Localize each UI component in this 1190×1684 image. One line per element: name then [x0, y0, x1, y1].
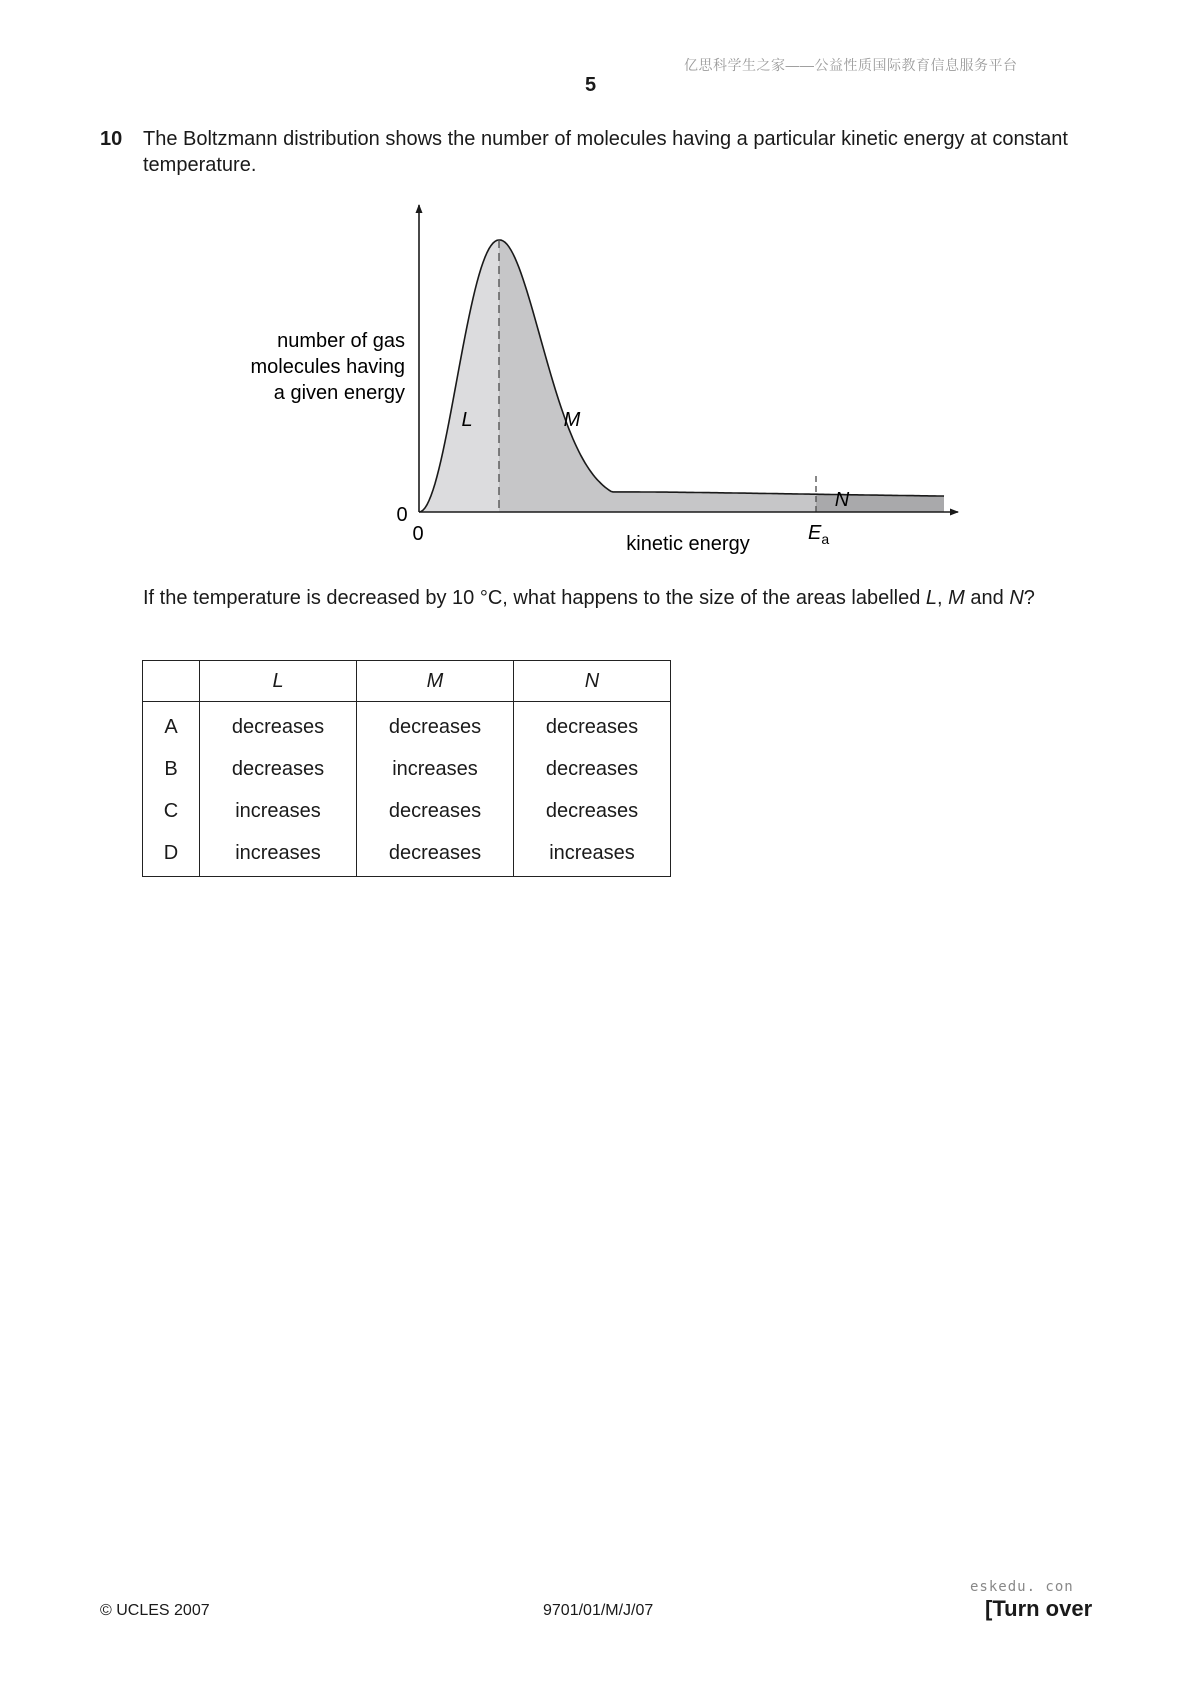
- x-axis-label: kinetic energy: [626, 533, 750, 555]
- option-value-n: decreases: [514, 790, 671, 832]
- header-watermark: 亿思科学生之家——公益性质国际教育信息服务平台: [684, 57, 1018, 73]
- prompt-text-end: ?: [1023, 587, 1035, 609]
- footer-copyright: © UCLES 2007: [100, 1602, 210, 1619]
- area-label-l: L: [461, 409, 473, 431]
- option-value-m: decreases: [357, 790, 514, 832]
- option-value-l: increases: [200, 832, 357, 877]
- page-number: 5: [585, 74, 597, 96]
- area-l: [419, 240, 499, 512]
- prompt-sep-1: ,: [937, 587, 949, 609]
- option-value-n: decreases: [514, 748, 671, 790]
- turn-over-label: [Turn over: [985, 1596, 1093, 1621]
- option-value-m: decreases: [357, 702, 514, 749]
- option-value-n: increases: [514, 832, 671, 877]
- option-key: C: [143, 790, 200, 832]
- y-axis-label-line3: a given energy: [273, 382, 405, 404]
- option-key: D: [143, 832, 200, 877]
- header-cell-m: M: [357, 661, 514, 702]
- option-row-b[interactable]: [143, 748, 671, 790]
- header-cell-l: L: [200, 661, 357, 702]
- boltzmann-chart: [0, 0, 1190, 560]
- footer-paper-code: 9701/01/M/J/07: [543, 1602, 654, 1619]
- option-value-m: increases: [357, 748, 514, 790]
- option-value-l: increases: [200, 790, 357, 832]
- table-header-row: [143, 661, 671, 702]
- prompt-label-l: L: [925, 587, 938, 609]
- option-row-a[interactable]: [143, 702, 671, 749]
- area-m: [499, 240, 816, 512]
- activation-energy-subscript: a: [821, 531, 830, 547]
- option-value-m: decreases: [357, 832, 514, 877]
- x-origin-label: 0: [412, 523, 424, 545]
- option-value-n: decreases: [514, 702, 671, 749]
- question-number: 10: [100, 128, 123, 150]
- prompt-label-m: M: [948, 587, 965, 609]
- prompt-sep-2: and: [964, 587, 1010, 609]
- option-value-l: decreases: [200, 702, 357, 749]
- y-axis-label-line2: molecules having: [250, 356, 405, 378]
- y-origin-label: 0: [396, 504, 408, 526]
- option-key: B: [143, 748, 200, 790]
- activation-energy-symbol: E: [808, 522, 822, 544]
- option-row-c[interactable]: [143, 790, 671, 832]
- header-cell-n: N: [514, 661, 671, 702]
- area-label-m: M: [563, 409, 581, 431]
- option-value-l: decreases: [200, 748, 357, 790]
- y-axis-label-line1: number of gas: [277, 330, 405, 352]
- prompt-text-start: If the temperature is decreased by 10 °C, what happens to the size of the areas labelled: [143, 587, 926, 609]
- option-row-d[interactable]: [143, 832, 671, 877]
- activation-energy-label: [808, 522, 829, 547]
- question-prompt: [143, 585, 1103, 611]
- answer-options-table: [142, 660, 671, 877]
- question-text: The Boltzmann distribution shows the number of molecules having a particular kinetic energy at constant temperature.: [143, 128, 1068, 176]
- prompt-label-n: N: [1009, 587, 1024, 609]
- area-label-n: N: [834, 489, 850, 511]
- option-key: A: [143, 702, 200, 749]
- footer-watermark: eskedu. con: [970, 1579, 1074, 1595]
- header-cell-key: [143, 661, 200, 702]
